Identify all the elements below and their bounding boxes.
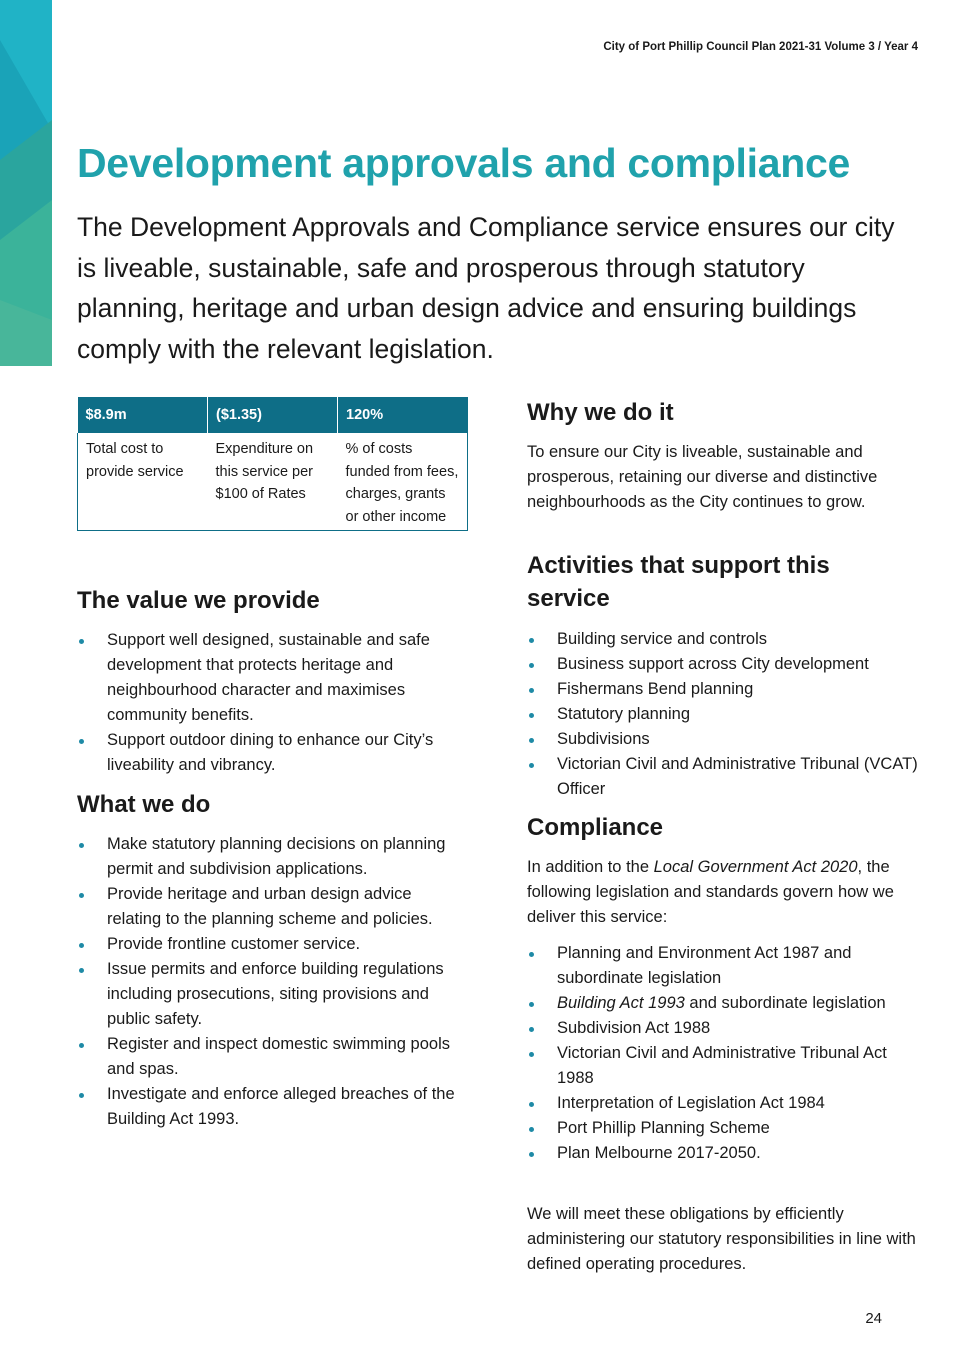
list-item: Make statutory planning decisions on planning permit and subdivision applications. xyxy=(77,832,467,882)
legislation-text: Subdivision Act 1988 xyxy=(557,1019,711,1037)
compliance-intro xyxy=(527,855,919,930)
value-heading: The value we provide xyxy=(77,587,320,614)
why-text: To ensure our City is liveable, sustainable and prosperous, retaining our diverse and distinctive neighbourhoods as the City continues to grow. xyxy=(527,443,878,511)
legislation-text: Plan Melbourne 2017-2050. xyxy=(557,1144,761,1162)
activities-heading-line2: service xyxy=(527,585,610,612)
list-item: Provide heritage and urban design advice relating to the planning scheme and policies. xyxy=(77,882,467,932)
list-item: Business support across City development xyxy=(527,652,919,677)
value-list xyxy=(77,628,467,778)
list-item xyxy=(527,1141,919,1166)
list-item xyxy=(527,1016,919,1041)
stat-total-cost-value: $8.9m xyxy=(78,397,208,433)
compliance-intro-act: Local Government Act 2020 xyxy=(653,858,858,876)
legislation-text: and subordinate legislation xyxy=(684,994,886,1012)
activities-heading-line1: Activities that support this xyxy=(527,552,830,579)
list-item: Subdivisions xyxy=(527,727,919,752)
list-item xyxy=(527,941,919,991)
document-header: City of Port Phillip Council Plan 2021-31 Volume 3 / Year 4 xyxy=(603,41,918,53)
list-item: Fishermans Bend planning xyxy=(527,677,919,702)
list-item xyxy=(527,1091,919,1116)
list-item: Building service and controls xyxy=(527,627,919,652)
stat-funded-label: % of costs funded from fees, charges, grants or other income xyxy=(338,433,468,531)
legislation-text: Planning and Environment Act 1987 and subordinate legislation xyxy=(557,944,852,987)
list-item: Provide frontline customer service. xyxy=(77,932,467,957)
legislation-text: Victorian Civil and Administrative Tribunal Act 1988 xyxy=(557,1044,887,1087)
legislation-text: Interpretation of Legislation Act 1984 xyxy=(557,1094,825,1112)
legislation-italic: Building Act 1993 xyxy=(557,994,685,1012)
compliance-closing: We will meet these obligations by efficiently administering our statutory responsibilities in line with defined operating procedures. xyxy=(527,1205,916,1273)
list-item: Register and inspect domestic swimming pools and spas. xyxy=(77,1032,467,1082)
list-item: Support well designed, sustainable and safe development that protects heritage and neighbourhood character and maximises community benefits. xyxy=(77,628,467,728)
list-item: Support outdoor dining to enhance our City’s liveability and vibrancy. xyxy=(77,728,467,778)
activities-heading xyxy=(527,549,927,615)
intro-paragraph: The Development Approvals and Compliance service ensures our city is liveable, sustainable, safe and prosperous through statutory planning, heritage and urban design advice and ensuring buildings comply with the relevant legislation. xyxy=(77,212,895,364)
compliance-intro-before: In addition to the xyxy=(527,858,654,876)
stats-header-row xyxy=(78,397,468,433)
stats-table xyxy=(77,397,468,531)
why-heading: Why we do it xyxy=(527,399,674,426)
what-list xyxy=(77,832,467,1132)
compliance-heading: Compliance xyxy=(527,814,664,841)
list-item xyxy=(527,1116,919,1141)
stat-total-cost-label: Total cost to provide service xyxy=(78,433,208,531)
list-item: Statutory planning xyxy=(527,702,919,727)
what-heading: What we do xyxy=(77,791,211,818)
stats-description-row xyxy=(78,433,468,531)
list-item xyxy=(527,1041,919,1091)
list-item: Investigate and enforce alleged breaches of the Building Act 1993. xyxy=(77,1082,467,1132)
activities-list xyxy=(527,627,919,802)
list-item: Issue permits and enforce building regulations including prosecutions, siting provisions and public safety. xyxy=(77,957,467,1032)
stat-expenditure-value: ($1.35) xyxy=(208,397,338,433)
stat-expenditure-label: Expenditure on this service per $100 of Rates xyxy=(208,433,338,531)
stat-funded-value: 120% xyxy=(338,397,468,433)
list-item xyxy=(527,991,919,1016)
compliance-list xyxy=(527,941,919,1166)
compliance-intro-after: , the following legislation and standards govern how we deliver this service: xyxy=(527,858,894,926)
legislation-text: Port Phillip Planning Scheme xyxy=(557,1119,770,1137)
page-title: Development approvals and compliance xyxy=(77,140,850,186)
list-item: Victorian Civil and Administrative Tribunal (VCAT) Officer xyxy=(527,752,919,802)
page-number: 24 xyxy=(865,1310,882,1327)
corner-decoration xyxy=(0,0,52,366)
